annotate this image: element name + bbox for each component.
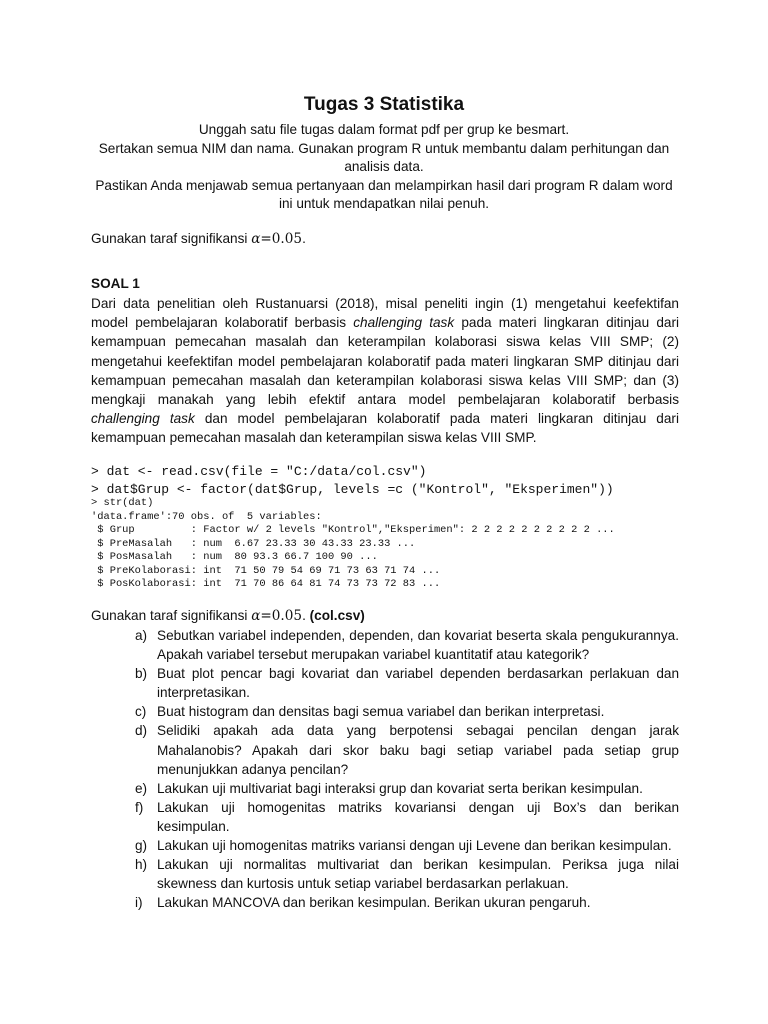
code-output-line: $ PosMasalah : num 80 93.3 66.7 100 90 ... [91,551,378,563]
question-text: Lakukan uji multivariat bagi interaksi grup dan kovariat serta berikan kesimpulan. [157,780,643,796]
question-label: f) [135,799,144,815]
alpha-symbol: α=0.05 [251,231,303,247]
intro-block [88,121,680,214]
question-item [135,664,679,702]
question-label: h) [135,857,148,873]
question-list [135,626,679,912]
significance-line: Gunakan taraf signifikansi α=0.05. [91,231,306,247]
question-text: Selidiki apakah ada data yang berpotensi sebagai pencilan dengan jarak Mahalanobis? Apakah dari skor baku bagi setiap variabel pada setiap grup menunjukkan adanya pencilan? [157,723,679,777]
question-text: Lakukan uji homogenitas matriks kovariansi dengan uji Box’s dan berikan kesimpulan. [157,799,679,834]
paragraph-line: Dari data penelitian oleh Rustanuarsi (2018), misal peneliti ingin (1) mengetahui keefektifan [91,296,679,311]
paragraph-line: model pembelajaran kolaboratif berbasis challenging task pada materi lingkaran ditinjau dari [91,315,679,331]
question-item [135,721,679,778]
problem-paragraph [91,294,679,448]
question-text: Sebutkan variabel independen, dependen, dan kovariat beserta skala pengukurannya. Apakah variabel tersebut merupakan variabel kuantitatif atau kategorik? [157,628,679,663]
intro-line: Sertakan semua NIM dan nama. Gunakan program R untuk membantu dalam perhitungan dan [98,140,670,156]
r-code-output [91,497,615,592]
r-code-commands [91,463,614,498]
question-text: Lakukan MANCOVA dan berikan kesimpulan. Berikan ukuran pengaruh. [157,895,591,911]
significance-line-2: Gunakan taraf signifikansi α=0.05. (col.csv) [91,608,365,624]
paragraph-line: challenging task dan model pembelajaran kolaboratif pada materi lingkaran ditinjau dari [91,411,679,427]
question-text: Buat plot pencar bagi kovariat dan variabel dependen berdasarkan perlakuan dan interpretasikan. [157,666,679,701]
question-label: c) [135,704,147,720]
code-output-line: 'data.frame':70 obs. of 5 variables: [91,510,322,523]
question-label: d) [135,723,148,739]
question-item [135,798,679,836]
code-output-line: > str(dat) [91,497,154,509]
question-item [135,626,679,664]
code-output-line: $ PreMasalah : num 6.67 23.33 30 43.33 23.33 ... [91,537,416,550]
question-item [135,779,679,798]
code-line: > dat$Grup <- factor(dat$Grup, levels =c ("Kontrol", "Eksperimen")) [91,481,614,497]
intro-line: Unggah satu file tugas dalam format pdf per grup ke besmart. [198,122,570,137]
paragraph-line: kemampuan pemecahan masalah dan keterampilan kolaborasi siswa kelas VIII SMP; dan (3) [91,372,679,388]
question-item [135,702,679,721]
code-output-line: $ PreKolaborasi: int 71 50 79 54 69 71 73 63 71 74 ... [91,564,441,577]
question-text: Buat histogram dan densitas bagi semua variabel dan berikan interpretasi. [157,704,605,720]
code-output-line: $ Grup : Factor w/ 2 levels "Kontrol","Eksperimen": 2 2 2 2 2 2 2 2 2 2 ... [91,524,615,536]
significance-prefix: Gunakan taraf signifikansi [91,231,252,246]
paragraph-line: mengkaji manakah yang lebih efektif antara model pembelajaran kolaboratif berbasis [91,392,679,408]
question-label: e) [135,780,148,796]
question-item [135,893,679,912]
question-text: Lakukan uji normalitas multivariat dan berikan kesimpulan. Periksa juga nilai skewness dan kurtosis untuk setiap variabel berdasarkan perlakuan. [157,857,679,892]
paragraph-line: mengetahui keefektifan model pembelajaran kolaboratif pada materi lingkaran SMP ditinjau dari [91,353,679,369]
paragraph-line: kemampuan pemecahan masalah dan keterampilan siswa kelas VIII SMP. [91,430,537,446]
paragraph-line: kemampuan pemecahan masalah dan keterampilan kolaborasi siswa kelas VIII SMP; (2) [91,334,679,350]
question-label: g) [135,838,148,854]
question-label: i) [135,895,143,911]
intro-line: ini untuk mendapatkan nilai penuh. [278,196,490,211]
code-line: > dat <- read.csv(file = "C:/data/col.csv") [91,464,427,479]
question-label: b) [135,666,148,682]
document-title: Tugas 3 Statistika [303,94,465,115]
question-label: a) [135,628,148,643]
question-text: Lakukan uji homogenitas matriks variansi dengan uji Levene dan berikan kesimpulan. [157,838,672,854]
intro-line: analisis data. [344,159,424,174]
code-output-line: $ PosKolaborasi: int 71 70 86 64 81 74 73 73 72 83 ... [91,578,441,590]
question-item [135,855,679,893]
intro-line: Pastikan Anda menjawab semua pertanyaan dan melampirkan hasil dari program R dalam word [95,177,673,193]
question-item [135,836,679,855]
dataset-filename: (col.csv) [309,608,365,623]
soal-heading: SOAL 1 [91,276,140,291]
